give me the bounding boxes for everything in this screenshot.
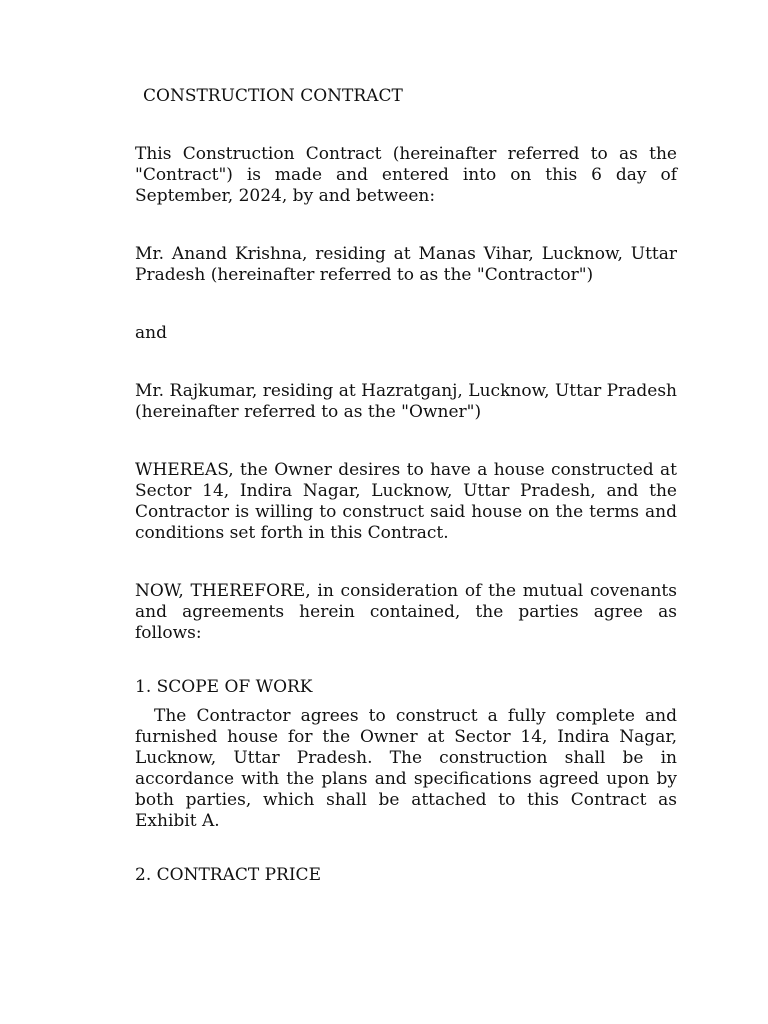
and-separator: and bbox=[135, 323, 167, 343]
document-body bbox=[135, 86, 677, 894]
document-title: CONSTRUCTION CONTRACT bbox=[143, 86, 403, 106]
whereas-paragraph: WHEREAS, the Owner desires to have a house constructed at Sector 14, Indira Nagar, Lucknow, Uttar Pradesh, and the Contractor is willing to construct said house on the terms and conditions set forth in this Contract. bbox=[135, 460, 677, 543]
section-1-heading: 1. SCOPE OF WORK bbox=[135, 677, 313, 697]
section-1-body: The Contractor agrees to construct a fully complete and furnished house for the Owner at Sector 14, Indira Nagar, Lucknow, Uttar Pradesh. The construction shall be in accordance with the plans and specifications agreed upon by both parties, which shall be attached to this Contract as Exhibit A. bbox=[135, 706, 677, 831]
intro-paragraph: This Construction Contract (hereinafter referred to as the "Contract") is made and entered into on this 6 day of September, 2024, by and between: bbox=[135, 144, 677, 206]
owner-party-paragraph: Mr. Rajkumar, residing at Hazratganj, Lucknow, Uttar Pradesh (hereinafter referred to as the "Owner") bbox=[135, 381, 677, 422]
section-2-heading: 2. CONTRACT PRICE bbox=[135, 865, 321, 885]
contractor-party-paragraph: Mr. Anand Krishna, residing at Manas Vihar, Lucknow, Uttar Pradesh (hereinafter referred to as the "Contractor") bbox=[135, 244, 677, 285]
now-therefore-paragraph: NOW, THEREFORE, in consideration of the mutual covenants and agreements herein contained, the parties agree as follows: bbox=[135, 581, 677, 643]
